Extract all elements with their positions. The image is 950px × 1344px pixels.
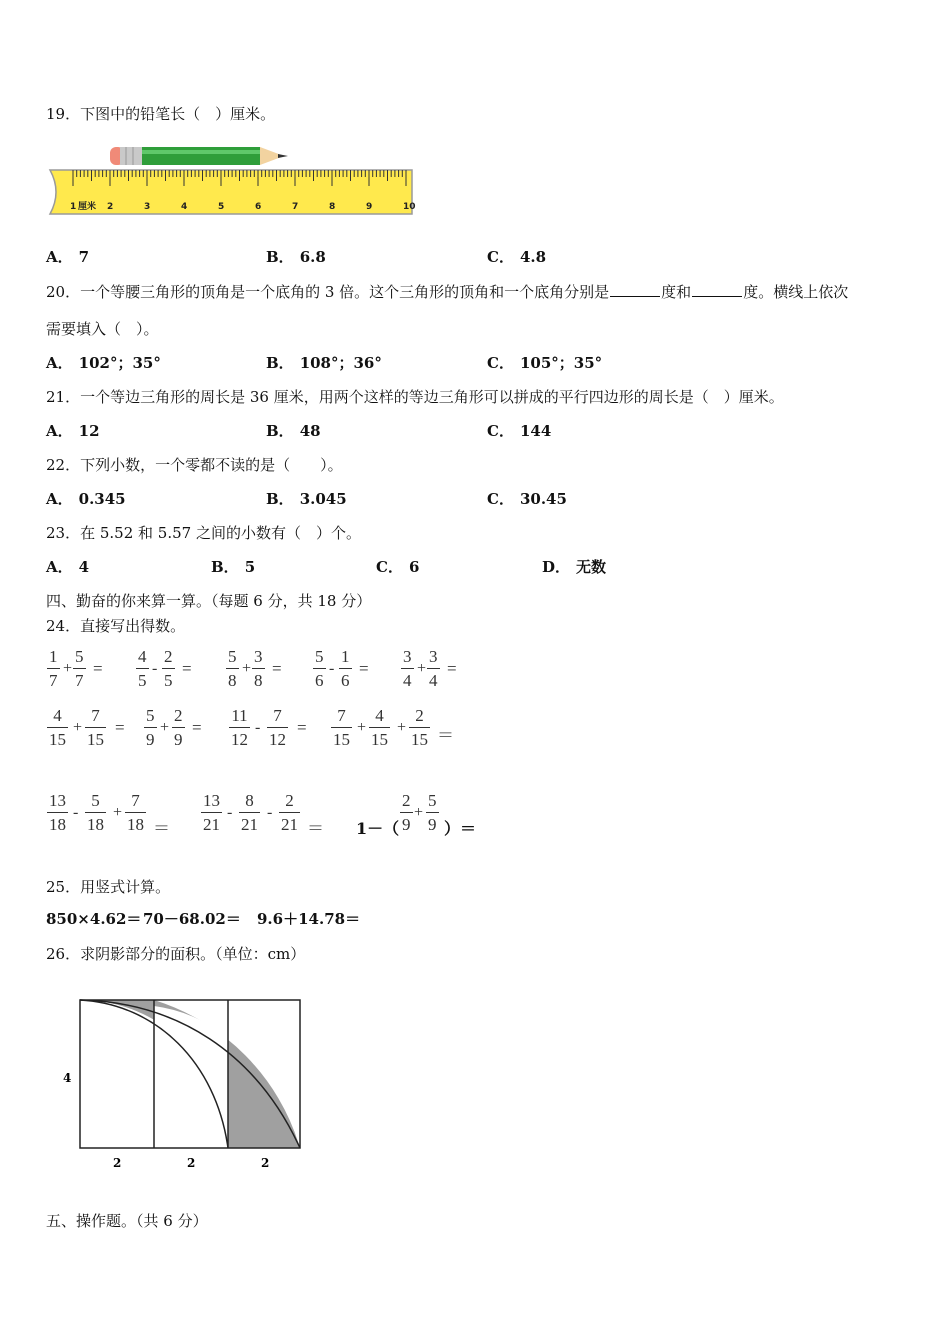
q25-item-2: 70－68.02＝	[143, 910, 241, 928]
operator: -	[267, 804, 273, 821]
q19-option-c	[487, 246, 546, 267]
fraction	[201, 792, 222, 833]
numerator: 1	[341, 647, 350, 666]
equals-sign: =	[182, 659, 192, 678]
numerator: 7	[131, 791, 140, 810]
option-letter: C．	[376, 558, 403, 576]
option-text: 4.8	[519, 248, 547, 266]
side-label: 4	[63, 1071, 72, 1085]
denominator: 9	[400, 812, 413, 833]
denominator: 7	[73, 668, 86, 689]
option-letter: D．	[542, 558, 571, 576]
fraction	[369, 707, 390, 748]
numerator: 4	[138, 647, 147, 666]
denominator: 9	[144, 727, 157, 748]
numerator: 7	[337, 706, 346, 725]
ruler-number: 8	[329, 202, 336, 212]
numerator: 3	[254, 647, 263, 666]
expression-prefix: 1－（	[356, 819, 400, 838]
ruler-number: 1	[70, 202, 77, 212]
q20-stem	[46, 281, 848, 302]
expression-suffix: ）＝	[444, 819, 477, 838]
denominator: 12	[229, 727, 250, 748]
option-text: 48	[299, 422, 321, 440]
equals-sign: =	[359, 659, 369, 678]
fraction	[267, 707, 288, 748]
option-letter: A．	[46, 558, 73, 576]
q20-blank-1	[610, 282, 660, 297]
q22-option-a	[46, 488, 126, 509]
numerator: 7	[91, 706, 100, 725]
option-text: 0.345	[78, 490, 126, 508]
bottom-label-1: 2	[113, 1156, 122, 1170]
fraction	[339, 648, 352, 689]
denominator: 15	[47, 727, 68, 748]
fraction	[427, 648, 440, 689]
equals-sign: =	[447, 659, 457, 678]
fraction	[400, 792, 413, 833]
option-letter: A．	[46, 490, 73, 508]
operator: -	[73, 804, 79, 821]
option-text: 无数	[576, 558, 607, 576]
fraction	[125, 792, 146, 833]
numerator: 3	[403, 647, 412, 666]
fraction	[409, 707, 430, 748]
denominator: 21	[239, 812, 260, 833]
operator: +	[160, 719, 170, 736]
numerator: 2	[174, 706, 183, 725]
q20-stem-line2: 需要填入（ ）。	[46, 320, 159, 338]
ruler-number: 5	[218, 202, 225, 212]
denominator: 21	[279, 812, 300, 833]
operator: +	[73, 719, 83, 736]
ruler-number: 4	[181, 202, 188, 212]
operator: +	[417, 660, 427, 677]
denominator: 7	[47, 668, 60, 689]
option-letter: A．	[46, 248, 73, 266]
denominator: 5	[162, 668, 175, 689]
option-letter: B．	[266, 490, 294, 508]
q23-option-d	[542, 556, 606, 577]
option-letter: B．	[266, 248, 294, 266]
q20-blank-2	[692, 282, 742, 297]
operator: -	[329, 660, 335, 677]
numerator: 2	[285, 791, 294, 810]
numerator: 5	[91, 791, 100, 810]
q22-option-b	[266, 488, 347, 509]
option-letter: C．	[487, 248, 514, 266]
option-text: 6.8	[299, 248, 326, 266]
option-letter: A．	[46, 422, 73, 440]
equals-sign: =	[297, 718, 307, 737]
fraction	[279, 792, 300, 833]
denominator: 6	[339, 668, 352, 689]
denominator: 9	[172, 727, 185, 748]
equals-sign: =	[93, 659, 103, 678]
pencil-icon	[110, 147, 288, 165]
numerator: 8	[245, 791, 254, 810]
fraction	[162, 648, 175, 689]
operator: +	[113, 804, 123, 821]
operator: +	[357, 719, 367, 736]
fraction	[426, 792, 439, 833]
q26-stem: 26．求阴影部分的面积。（单位：cm）	[46, 945, 306, 963]
q23-option-b	[211, 556, 255, 577]
q22-stem: 22．下列小数，一个零都不读的是（ ）。	[46, 456, 343, 474]
fraction	[47, 707, 68, 748]
section5-title: 五、操作题。（共 6 分）	[46, 1212, 208, 1230]
denominator: 18	[125, 812, 146, 833]
ruler-unit-label: 厘米	[78, 202, 97, 212]
q21-stem: 21．一个等边三角形的周长是 36 厘米，用两个这样的等边三角形可以拼成的平行四边形的周长是（ ）厘米。	[46, 388, 784, 406]
pencil-ferrule	[120, 147, 142, 165]
denominator: 15	[409, 727, 430, 748]
q19-option-a	[46, 246, 89, 267]
fraction	[252, 648, 265, 689]
fraction	[229, 707, 250, 748]
equals-sign: ＝	[307, 819, 324, 838]
denominator: 8	[252, 668, 265, 689]
q20-option-a	[46, 352, 161, 373]
denominator: 9	[426, 812, 439, 833]
q21-option-a	[46, 420, 100, 441]
numerator: 4	[53, 706, 62, 725]
fraction	[401, 648, 414, 689]
denominator: 8	[226, 668, 239, 689]
numerator: 5	[315, 647, 324, 666]
option-letter: C．	[487, 490, 514, 508]
numerator: 2	[415, 706, 424, 725]
option-letter: C．	[487, 354, 514, 372]
option-letter: B．	[266, 354, 294, 372]
option-letter: B．	[266, 422, 294, 440]
fraction	[73, 648, 86, 689]
operator: +	[397, 719, 407, 736]
option-text: 144	[519, 422, 552, 440]
numerator: 5	[146, 706, 155, 725]
q20-stem-mid: 度和	[661, 283, 692, 301]
fraction	[136, 648, 149, 689]
numerator: 13	[203, 791, 220, 810]
option-text: 7	[78, 248, 90, 266]
fraction	[85, 707, 106, 748]
ruler-number: 7	[292, 202, 299, 212]
equals-sign: =	[115, 718, 125, 737]
ruler-number: 2	[107, 202, 114, 212]
numerator: 5	[228, 647, 237, 666]
equals-sign: =	[272, 659, 282, 678]
fraction	[226, 648, 239, 689]
ruler-number: 10	[403, 202, 416, 212]
q24-stem: 24．直接写出得数。	[46, 617, 186, 635]
q23-stem: 23．在 5.52 和 5.57 之间的小数有（ ）个。	[46, 524, 361, 542]
equals-sign: =	[192, 718, 202, 737]
q25-item-3: 9.6＋14.78＝	[257, 910, 361, 928]
numerator: 1	[49, 647, 58, 666]
option-text: 4	[78, 558, 90, 576]
operator: -	[152, 660, 158, 677]
option-text: 3.045	[299, 490, 347, 508]
fraction	[172, 707, 185, 748]
operator: +	[414, 804, 424, 821]
fraction	[331, 707, 352, 748]
numerator: 3	[429, 647, 438, 666]
option-text: 12	[78, 422, 100, 440]
q20-stem-end: 度。横线上依次	[743, 283, 849, 301]
numerator: 5	[75, 647, 84, 666]
fraction	[47, 648, 60, 689]
denominator: 12	[267, 727, 288, 748]
shaded-area-figure	[56, 992, 316, 1177]
fraction	[47, 792, 68, 833]
q25-stem: 25．用竖式计算。	[46, 878, 171, 896]
fraction	[313, 648, 326, 689]
denominator: 21	[201, 812, 222, 833]
option-letter: A．	[46, 354, 73, 372]
numerator: 5	[428, 791, 437, 810]
denominator: 6	[313, 668, 326, 689]
q22-option-c	[487, 488, 567, 509]
operator: -	[255, 719, 261, 736]
option-text: 108°；36°	[299, 354, 382, 372]
ruler-number: 6	[255, 202, 262, 212]
q19-option-b	[266, 246, 326, 267]
q23-option-a	[46, 556, 89, 577]
fraction	[144, 707, 157, 748]
option-text: 105°；35°	[519, 354, 603, 372]
fraction	[239, 792, 260, 833]
bottom-label-2: 2	[187, 1156, 196, 1170]
ruler-number: 3	[144, 202, 151, 212]
ruler-number: 9	[366, 202, 373, 212]
option-letter: C．	[487, 422, 514, 440]
denominator: 18	[47, 812, 68, 833]
numerator: 4	[375, 706, 384, 725]
ruler	[50, 170, 416, 214]
option-text: 30.45	[519, 490, 567, 508]
operator: -	[227, 804, 233, 821]
q19-stem: 19．下图中的铅笔长（ ）厘米。	[46, 105, 276, 123]
bottom-label-3: 2	[261, 1156, 270, 1170]
denominator: 18	[85, 812, 106, 833]
numerator: 2	[402, 791, 411, 810]
operator: +	[63, 660, 73, 677]
ruler-pencil-figure	[46, 142, 416, 222]
q23-option-c	[376, 556, 419, 577]
operator: +	[242, 660, 252, 677]
q25-item-1: 850×4.62＝	[46, 910, 142, 928]
denominator: 5	[136, 668, 149, 689]
numerator: 7	[273, 706, 282, 725]
denominator: 15	[331, 727, 352, 748]
pencil-body	[142, 147, 260, 165]
option-text: 102°；35°	[78, 354, 161, 372]
denominator: 4	[401, 668, 414, 689]
fraction	[85, 792, 106, 833]
numerator: 13	[49, 791, 66, 810]
equals-sign: ＝	[153, 819, 170, 838]
equals-sign: ＝	[437, 726, 454, 745]
section4-title: 四、勤奋的你来算一算。（每题 6 分，共 18 分）	[46, 592, 372, 610]
denominator: 15	[369, 727, 390, 748]
q20-option-c	[487, 352, 602, 373]
q20-stem-part1: 20．一个等腰三角形的顶角是一个底角的 3 倍。这个三角形的顶角和一个底角分别是	[46, 283, 610, 301]
denominator: 15	[85, 727, 106, 748]
option-text: 6	[408, 558, 420, 576]
option-letter: B．	[211, 558, 239, 576]
denominator: 4	[427, 668, 440, 689]
option-text: 5	[244, 558, 256, 576]
numerator: 11	[231, 706, 248, 725]
numerator: 2	[164, 647, 173, 666]
q20-option-b	[266, 352, 382, 373]
q21-option-c	[487, 420, 551, 441]
q21-option-b	[266, 420, 321, 441]
